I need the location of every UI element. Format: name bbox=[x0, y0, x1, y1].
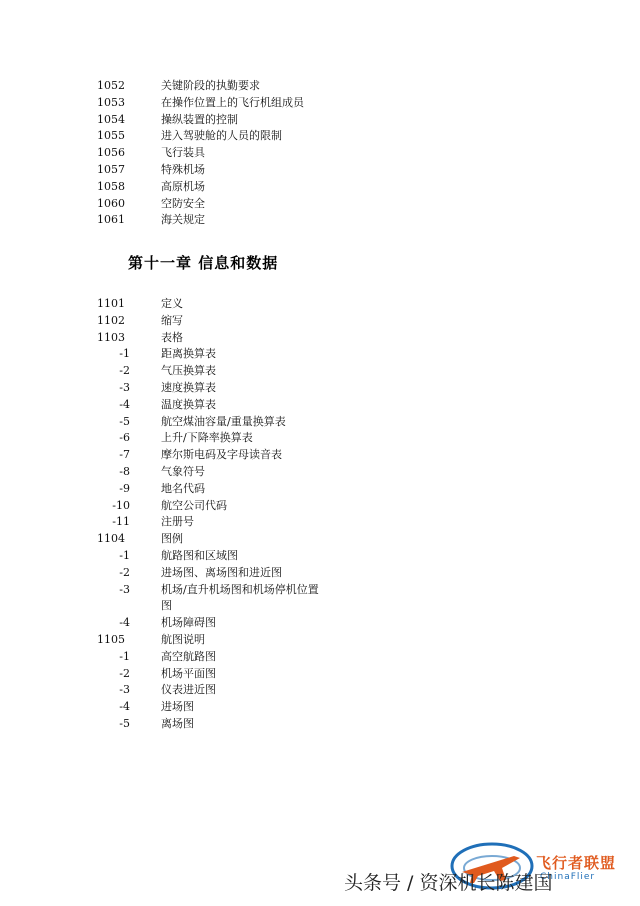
toc-entry bbox=[0, 446, 640, 463]
toc-entry-number: 1057 bbox=[97, 163, 125, 176]
toc-entry-title: 机场障碍图 bbox=[161, 616, 216, 630]
toc-entry-title: 定义 bbox=[161, 297, 183, 310]
toc-entry-title: 飞行装具 bbox=[161, 146, 205, 160]
toc-entry-number: 1105 bbox=[97, 633, 125, 646]
toc-entry bbox=[0, 111, 640, 128]
toc-entry-title: 在操作位置上的飞行机组成员 bbox=[161, 95, 304, 109]
toc-entry bbox=[0, 480, 640, 497]
logo-text: 飞行者联盟 bbox=[536, 854, 617, 872]
toc-entry bbox=[0, 329, 640, 346]
toc-entry-number: 1056 bbox=[97, 146, 125, 160]
toc-entry bbox=[0, 77, 640, 94]
toc-entry-number: 1061 bbox=[97, 213, 125, 227]
toc-entry bbox=[0, 564, 640, 581]
toc-entry bbox=[0, 312, 640, 329]
toc-entry-number: -2 bbox=[119, 666, 130, 680]
toc-entry-number: -3 bbox=[119, 683, 130, 697]
toc-entry-number: 1054 bbox=[97, 112, 125, 126]
toc-entry-number: -4 bbox=[119, 616, 130, 630]
toc-entry bbox=[0, 597, 640, 614]
toc-entry-title: 图 bbox=[161, 599, 172, 613]
toc-entry-title: 进场图 bbox=[161, 700, 194, 714]
toc-entry bbox=[0, 698, 640, 715]
toc-entry-title: 航图说明 bbox=[161, 633, 205, 646]
toc-entry bbox=[0, 211, 640, 228]
toc-entry bbox=[0, 413, 640, 430]
toc-entry-title: 表格 bbox=[161, 330, 183, 344]
toc-entry bbox=[0, 513, 640, 530]
toc-entry bbox=[0, 161, 640, 178]
toc-entry-title: 特殊机场 bbox=[161, 163, 205, 176]
chapter-title: 第十一章 信息和数据 bbox=[128, 254, 279, 272]
toc-entry bbox=[0, 178, 640, 195]
toc-entry-title: 气压换算表 bbox=[161, 364, 216, 378]
toc-entry bbox=[0, 345, 640, 362]
toc-entry-title: 海关规定 bbox=[161, 213, 205, 227]
toc-entry-number: 1102 bbox=[97, 313, 125, 327]
toc-entry-number: -1 bbox=[119, 549, 130, 562]
toc-entry-number: -1 bbox=[119, 347, 130, 361]
toc-entry-number: 1060 bbox=[97, 196, 125, 210]
footer-attribution: 头条号 / 资深机长陈建国 bbox=[344, 872, 553, 894]
toc-entry-number: 1101 bbox=[97, 297, 125, 310]
toc-entry-title: 图例 bbox=[161, 532, 183, 546]
toc-entry-number: -3 bbox=[119, 582, 130, 596]
toc-entry-title: 机场平面图 bbox=[161, 666, 216, 680]
toc-entry bbox=[0, 379, 640, 396]
toc-entry-number: -5 bbox=[119, 717, 130, 730]
toc-entry-title: 注册号 bbox=[161, 515, 194, 529]
toc-entry bbox=[0, 396, 640, 413]
toc-entry-number: -8 bbox=[119, 465, 130, 478]
toc-entry bbox=[0, 581, 640, 598]
toc-entry-title: 距离换算表 bbox=[161, 347, 216, 361]
toc-entry bbox=[0, 429, 640, 446]
toc-entry-number: -11 bbox=[112, 515, 130, 529]
toc-entry bbox=[0, 665, 640, 682]
toc-entry-number: -6 bbox=[119, 431, 130, 445]
toc-entry-number: -3 bbox=[119, 381, 130, 394]
toc-entry bbox=[0, 497, 640, 514]
toc-entry-title: 气象符号 bbox=[161, 465, 205, 478]
toc-entry-number: -10 bbox=[112, 498, 130, 512]
toc-entry bbox=[0, 127, 640, 144]
toc-entry-title: 缩写 bbox=[161, 313, 183, 327]
toc-entry bbox=[0, 631, 640, 648]
toc-entry bbox=[0, 362, 640, 379]
toc-entry bbox=[0, 648, 640, 665]
toc-entry-title: 机场/直升机场图和机场停机位置 bbox=[161, 582, 319, 596]
toc-entry-number: -9 bbox=[119, 481, 130, 495]
toc-entry bbox=[0, 547, 640, 564]
toc-entry-title: 上升/下降率换算表 bbox=[161, 431, 253, 445]
toc-entry-title: 仪表进近图 bbox=[161, 683, 216, 697]
toc-entry-title: 速度换算表 bbox=[161, 381, 216, 394]
toc-entry-title: 航空煤油容量/重量换算表 bbox=[161, 414, 286, 428]
toc-entry-title: 离场图 bbox=[161, 717, 194, 730]
toc-entry-title: 温度换算表 bbox=[161, 397, 216, 411]
toc-entry bbox=[0, 681, 640, 698]
toc-entry-number: 1104 bbox=[97, 532, 125, 546]
toc-entry-title: 空防安全 bbox=[161, 196, 205, 210]
toc-entry-title: 高原机场 bbox=[161, 179, 205, 193]
toc-entry-number: -4 bbox=[119, 397, 130, 411]
toc-entry-number: 1052 bbox=[97, 79, 125, 92]
toc-entry-title: 高空航路图 bbox=[161, 649, 216, 663]
toc-entry bbox=[0, 715, 640, 732]
toc-entry-title: 进场图、离场图和进近图 bbox=[161, 565, 282, 579]
toc-entry-number: 1053 bbox=[97, 95, 125, 109]
toc-entry-title: 摩尔斯电码及字母读音表 bbox=[161, 448, 282, 462]
toc-entry-number: 1058 bbox=[97, 179, 125, 193]
toc-entry bbox=[0, 195, 640, 212]
toc-entry-title: 进入驾驶舱的人员的限制 bbox=[161, 129, 282, 143]
toc-entry-title: 航空公司代码 bbox=[161, 498, 227, 512]
toc-entry-title: 关键阶段的执勤要求 bbox=[161, 79, 260, 92]
toc-entry bbox=[0, 614, 640, 631]
toc-entry-number: -5 bbox=[119, 414, 130, 428]
toc-entry bbox=[0, 463, 640, 480]
toc-entry bbox=[0, 94, 640, 111]
toc-entry-title: 航路图和区域图 bbox=[161, 549, 238, 562]
toc-entry-number: -1 bbox=[119, 649, 130, 663]
toc-entry-number: 1103 bbox=[97, 330, 125, 344]
toc-entry-number: -4 bbox=[119, 700, 130, 714]
toc-entry-number: -2 bbox=[119, 565, 130, 579]
toc-entry-number: -7 bbox=[119, 448, 130, 462]
toc-entry-title: 操纵装置的控制 bbox=[161, 112, 238, 126]
toc-entry bbox=[0, 530, 640, 547]
toc-entry-title: 地名代码 bbox=[161, 481, 205, 495]
toc-entry bbox=[0, 144, 640, 161]
logo-subtext: ChinaFlier bbox=[540, 872, 596, 882]
toc-entry-number: -2 bbox=[119, 364, 130, 378]
toc-entry-number: 1055 bbox=[97, 129, 125, 143]
toc-entry bbox=[0, 295, 640, 312]
